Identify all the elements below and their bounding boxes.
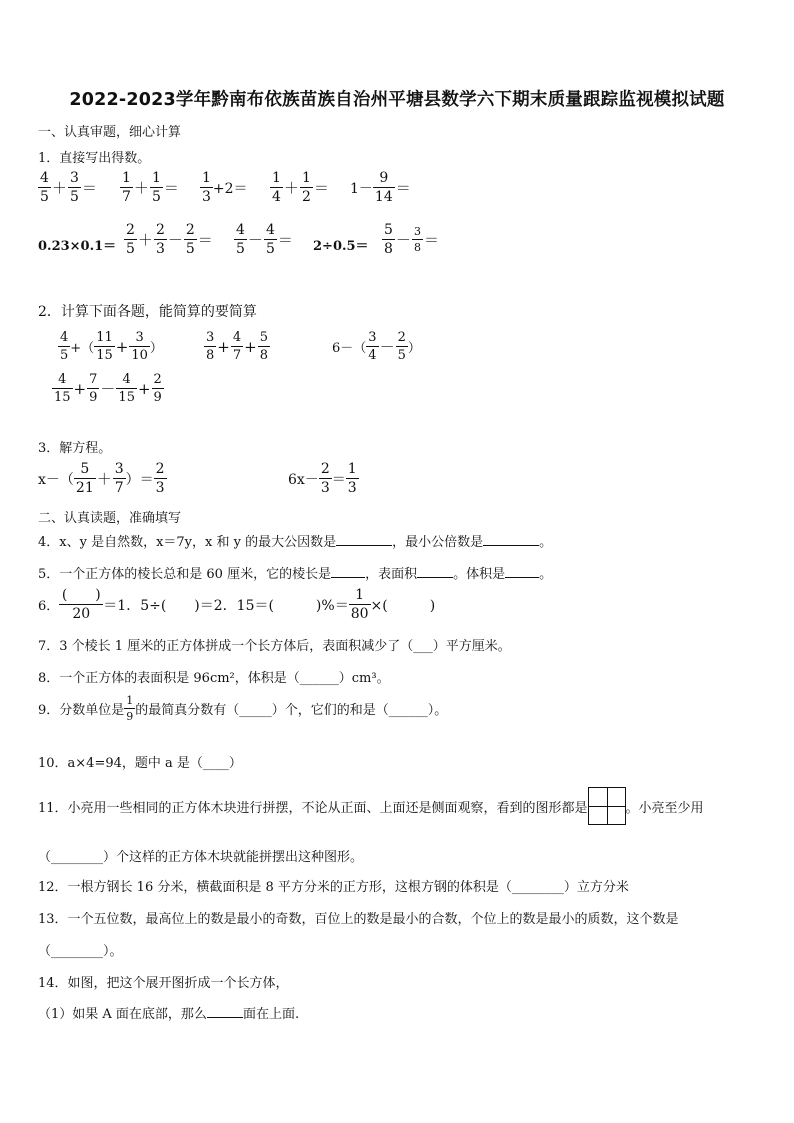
q14-blank-face[interactable] [207, 1005, 243, 1018]
question-9: 9．分数单位是 $\frac{1}{9}$ 的最简真分数有（_____）个，它们的和是（______）。 [38, 694, 448, 723]
q1-row2-expr5: $\frac{5}{8}$ － $\frac{3}{8}$ ＝ [384, 222, 439, 257]
q1-row2-expr2: $\frac{2}{5}$ ＋ $\frac{2}{3}$ － $\frac{2}{5}$ ＝ [126, 222, 213, 257]
section-heading-1: 一、认真审题，细心计算 [38, 125, 182, 140]
q1-row1-expr5: 1－ $\frac{9}{14}$ ＝ [350, 170, 411, 205]
question-13: 13．一个五位数，最高位上的数是最小的奇数，百位上的数是最小的合数，个位上的数是最小的质数，这个数是 [38, 912, 679, 927]
q1-row2-expr4: 2÷0.5＝ [313, 239, 369, 254]
q2-expr1: $\frac{4}{5}$ +（ $\frac{11}{15}$ + $\frac{3}{10}$ ） [60, 330, 163, 363]
q2-expr3: 6－（ $\frac{3}{4}$ － $\frac{2}{5}$ ） [332, 330, 421, 363]
q1-row2-expr1: 0.23×0.1＝ [38, 239, 117, 254]
question-5: 5．一个正方体的棱长总和是 60 厘米，它的棱长是 ，表面积 。体积是 。 [38, 567, 553, 582]
question-8: 8．一个正方体的表面积是 96cm²，体积是（______）cm³。 [38, 671, 390, 686]
q2-expr4: $\frac{4}{15}$ + $\frac{7}{9}$ － $\frac{4}{15}$ + $\frac{2}{9}$ [54, 372, 162, 405]
question-3-label: 3．解方程。 [38, 441, 112, 456]
q1-row1-expr1: $\frac{4}{5}$ ＋ $\frac{3}{5}$ ＝ [40, 170, 97, 205]
question-13-line2: （________）。 [38, 944, 123, 959]
question-6: 6． $\frac{( )}{20}$ ＝1．5÷( )＝2．15＝( )%＝ $\frac{1}{80}$ ×( ) [38, 587, 436, 622]
q3-equation2: 6x－ $\frac{2}{3}$ ＝ $\frac{1}{3}$ [288, 461, 357, 496]
q3-equation1: x－（ $\frac{5}{21}$ ＋ $\frac{3}{7}$ ）＝ $\frac{2}{3}$ [38, 461, 165, 496]
question-14: 14．如图，把这个展开图折成一个长方体， [38, 976, 289, 991]
q2-expr2: $\frac{3}{8}$ + $\frac{4}{7}$ + $\frac{5}{8}$ [206, 330, 268, 363]
question-2-label: 2．计算下面各题，能简算的要简算 [38, 304, 257, 320]
q4-blank-lcm[interactable] [483, 533, 539, 546]
question-10: 10．a×4=94，题中 a 是（____） [38, 756, 242, 771]
question-4: 4．x、y 是自然数，x＝7y，x 和 y 的最大公因数是 ，最小公倍数是 。 [38, 535, 553, 550]
q1-row1-expr4: $\frac{1}{4}$ ＋ $\frac{1}{2}$ ＝ [272, 170, 329, 205]
q5-blank-area[interactable] [417, 565, 453, 578]
q1-row1-expr3: $\frac{1}{3}$ +2＝ [202, 170, 248, 205]
question-11-line2: （________）个这样的正方体木块就能拼摆出这种图形。 [38, 850, 364, 865]
question-7: 7．3 个棱长 1 厘米的正方体拼成一个长方体后，表面积减少了（___）平方厘米。 [38, 639, 511, 654]
q5-blank-volume[interactable] [505, 565, 539, 578]
q1-row1-expr2: $\frac{1}{7}$ ＋ $\frac{1}{5}$ ＝ [122, 170, 179, 205]
section-heading-2: 二、认真读题，准确填写 [38, 511, 182, 526]
question-12: 12．一根方钢长 16 分米，横截面积是 8 平方分米的正方形，这根方钢的体积是（________）立方分米 [38, 880, 629, 895]
q5-blank-edge[interactable] [331, 565, 365, 578]
q4-blank-gcd[interactable] [336, 533, 392, 546]
square-grid-figure [588, 787, 626, 825]
page-title: 2022-2023学年黔南布依族苗族自治州平塘县数学六下期末质量跟踪监视模拟试题 [69, 90, 725, 110]
q1-row2-expr3: $\frac{4}{5}$ － $\frac{4}{5}$ ＝ [236, 222, 293, 257]
question-1-label: 1．直接写出得数。 [38, 151, 151, 166]
question-14-part1: （1）如果 A 面在底部，那么 面在上面. [38, 1007, 300, 1022]
question-11: 11．小亮用一些相同的正方体木块进行拼摆，不论从正面、上面还是侧面观察，看到的图形都是 。小亮至少用 [38, 787, 704, 825]
